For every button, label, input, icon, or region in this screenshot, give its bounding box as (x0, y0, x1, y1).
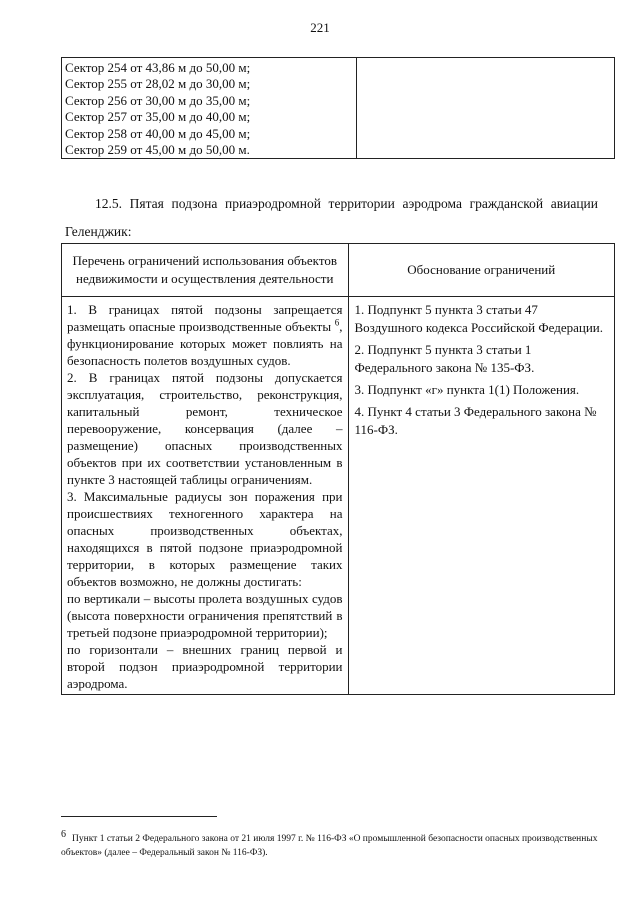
page-number: 221 (310, 20, 330, 35)
sector-row: Сектор 254 от 43,86 м до 50,00 м; (65, 60, 251, 75)
footnote-mark: 6 (61, 828, 66, 840)
justification-item: 2. Подпункт 5 пункта 3 статьи 1 Федерального закона № 135-ФЗ. (354, 342, 535, 375)
section-paragraph (65, 190, 598, 246)
sector-row: Сектор 259 от 45,00 м до 50,00 м. (65, 142, 250, 158)
footnote-text: Пункт 1 статьи 2 Федерального закона от 21 июля 1997 г. № 116-ФЗ «О промышленной безопасности опасных производственных объектов» (далее – Федеральный закон № 116-ФЗ). (61, 834, 598, 858)
sector-table (61, 57, 615, 159)
sector-row: Сектор 256 от 30,00 м до 35,00 м; (65, 92, 251, 108)
footnote (61, 828, 601, 860)
justification-item: 4. Пункт 4 статьи 3 Федерального закона № 116-ФЗ. (354, 404, 597, 437)
sector-list-cell (62, 58, 357, 159)
sector-row: Сектор 257 от 35,00 м до 40,00 м; (65, 109, 251, 125)
restrictions-table (61, 243, 615, 695)
restriction-item: 2. В границах пятой подзоны допускается эксплуатация, строительство, реконструкция, капитальный ремонт, техническое перевооружение, консервация (далее – размещение) опасных производственных объектов при их соответствии установленным в пункте 3 настоящей таблицы ограничениям. (67, 370, 343, 487)
footnote-reference[interactable]: 6 (334, 317, 340, 328)
header-restrictions-list: Перечень ограничений использования объектов недвижимости и осуществления деятельности (62, 244, 349, 297)
restrictions-cell (62, 297, 349, 695)
justification-cell (348, 297, 615, 695)
sector-row: Сектор 255 от 28,02 м до 30,00 м; (65, 76, 251, 92)
restriction-item: 1. В границах пятой подзоны запрещается размещать опасные производственные объекты $^6$, функционирование которых может повлиять на безопасность полетов воздушных судов. (67, 302, 343, 368)
section-heading: 12.5. Пятая подзона приаэродромной территории аэродрома гражданской авиации Геленджик: (65, 196, 598, 239)
header-justification: Обоснование ограничений (348, 244, 615, 297)
justification-item: 1. Подпункт 5 пункта 3 статьи 47 Воздушного кодекса Российской Федерации. (354, 302, 603, 335)
restriction-item: 3. Максимальные радиусы зон поражения при происшествиях техногенного характера на опасных производственных объектах, находящихся в пятой подзоне приаэродромной территории, в которых размещение таких объектов возможно, не должны достигать: (67, 489, 343, 589)
restriction-item: по горизонтали – внешних границ первой и второй подзон приаэродромной территории аэродрома. (67, 642, 343, 691)
sector-row: Сектор 258 от 40,00 м до 45,00 м; (65, 125, 251, 141)
empty-justification-cell (357, 58, 615, 159)
footnote-separator (61, 816, 217, 817)
justification-item: 3. Подпункт «г» пункта 1(1) Положения. (354, 382, 580, 397)
restriction-item: по вертикали – высоты пролета воздушных судов (высота поверхности ограничения препятствий в третьей подзоне приаэродромной территории); (67, 591, 343, 640)
